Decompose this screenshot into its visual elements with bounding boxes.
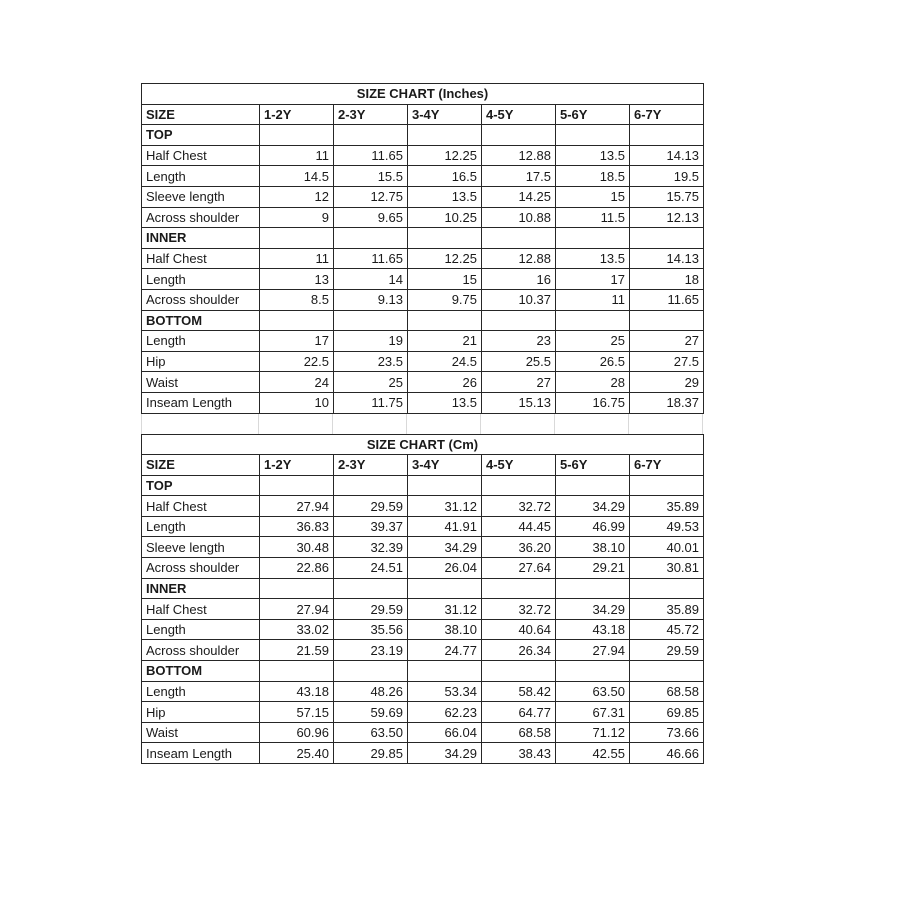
value-cell: 29 (630, 372, 704, 393)
value-cell: 39.37 (334, 516, 408, 537)
table-row (142, 702, 704, 723)
row-label: Length (142, 681, 260, 702)
value-cell (260, 125, 334, 146)
size-header-cell: SIZE (142, 104, 260, 125)
value-cell (630, 125, 704, 146)
section-row (142, 310, 704, 331)
row-label: Across shoulder (142, 640, 260, 661)
value-cell (408, 125, 482, 146)
age-column-header: 6-7Y (630, 455, 704, 476)
table-row (142, 392, 704, 413)
value-cell (334, 125, 408, 146)
value-cell: 18.5 (556, 166, 630, 187)
age-column-header: 3-4Y (408, 455, 482, 476)
table-row (142, 599, 704, 620)
value-cell: 57.15 (260, 702, 334, 723)
value-cell: 15 (556, 186, 630, 207)
value-cell: 22.5 (260, 351, 334, 372)
gridline-gap-cell (629, 414, 703, 434)
value-cell (408, 578, 482, 599)
value-cell: 12.75 (334, 186, 408, 207)
value-cell: 33.02 (260, 619, 334, 640)
value-cell (630, 310, 704, 331)
value-cell: 26.04 (408, 558, 482, 579)
row-label: Inseam Length (142, 392, 260, 413)
value-cell: 53.34 (408, 681, 482, 702)
table-row (142, 640, 704, 661)
value-cell: 30.81 (630, 558, 704, 579)
value-cell: 11 (260, 145, 334, 166)
value-cell: 12.88 (482, 145, 556, 166)
value-cell: 9 (260, 207, 334, 228)
value-cell: 24 (260, 372, 334, 393)
value-cell: 38.10 (408, 619, 482, 640)
value-cell: 68.58 (630, 681, 704, 702)
value-cell (260, 578, 334, 599)
section-row (142, 228, 704, 249)
section-label: BOTTOM (142, 310, 260, 331)
value-cell (260, 310, 334, 331)
value-cell: 35.89 (630, 496, 704, 517)
value-cell: 18 (630, 269, 704, 290)
value-cell: 27.64 (482, 558, 556, 579)
value-cell: 27.94 (556, 640, 630, 661)
value-cell: 8.5 (260, 289, 334, 310)
value-cell: 25.40 (260, 743, 334, 764)
value-cell: 38.43 (482, 743, 556, 764)
value-cell: 71.12 (556, 722, 630, 743)
value-cell: 46.66 (630, 743, 704, 764)
row-label: Length (142, 331, 260, 352)
value-cell: 24.77 (408, 640, 482, 661)
table-title: SIZE CHART (Cm) (142, 434, 704, 455)
value-cell: 29.59 (334, 599, 408, 620)
table-row (142, 269, 704, 290)
row-label: Waist (142, 372, 260, 393)
value-cell: 31.12 (408, 496, 482, 517)
value-cell: 29.59 (334, 496, 408, 517)
section-label: TOP (142, 125, 260, 146)
value-cell: 26.5 (556, 351, 630, 372)
value-cell: 40.01 (630, 537, 704, 558)
value-cell: 40.64 (482, 619, 556, 640)
value-cell (334, 228, 408, 249)
value-cell: 23 (482, 331, 556, 352)
value-cell (482, 310, 556, 331)
value-cell (408, 228, 482, 249)
gridline-gap-cell (333, 414, 407, 434)
table-row (142, 619, 704, 640)
value-cell (260, 228, 334, 249)
section-row (142, 125, 704, 146)
value-cell: 36.83 (260, 516, 334, 537)
value-cell (556, 228, 630, 249)
value-cell: 26.34 (482, 640, 556, 661)
size-chart-table-cm (141, 434, 704, 765)
value-cell: 22.86 (260, 558, 334, 579)
value-cell: 60.96 (260, 722, 334, 743)
value-cell: 10.25 (408, 207, 482, 228)
row-label: Hip (142, 702, 260, 723)
table-row (142, 248, 704, 269)
value-cell (630, 578, 704, 599)
value-cell (260, 661, 334, 682)
value-cell: 29.21 (556, 558, 630, 579)
value-cell (482, 125, 556, 146)
value-cell: 21.59 (260, 640, 334, 661)
value-cell: 12.25 (408, 145, 482, 166)
value-cell: 9.75 (408, 289, 482, 310)
value-cell: 12.25 (408, 248, 482, 269)
value-cell: 58.42 (482, 681, 556, 702)
value-cell: 9.13 (334, 289, 408, 310)
value-cell: 25.5 (482, 351, 556, 372)
value-cell: 34.29 (408, 743, 482, 764)
value-cell (556, 475, 630, 496)
value-cell: 24.51 (334, 558, 408, 579)
value-cell (556, 661, 630, 682)
value-cell (482, 228, 556, 249)
value-cell: 14.13 (630, 145, 704, 166)
table-row (142, 743, 704, 764)
value-cell: 17 (260, 331, 334, 352)
section-label: INNER (142, 228, 260, 249)
age-column-header: 2-3Y (334, 455, 408, 476)
value-cell: 16 (482, 269, 556, 290)
row-label: Length (142, 269, 260, 290)
value-cell: 14.25 (482, 186, 556, 207)
table-row (142, 289, 704, 310)
value-cell: 35.89 (630, 599, 704, 620)
value-cell: 24.5 (408, 351, 482, 372)
column-header-row (142, 104, 704, 125)
value-cell: 14.13 (630, 248, 704, 269)
value-cell (482, 578, 556, 599)
value-cell: 23.19 (334, 640, 408, 661)
value-cell: 16.75 (556, 392, 630, 413)
value-cell: 45.72 (630, 619, 704, 640)
row-label: Length (142, 619, 260, 640)
value-cell: 32.72 (482, 496, 556, 517)
value-cell: 11.75 (334, 392, 408, 413)
column-header-row (142, 455, 704, 476)
value-cell: 13.5 (556, 145, 630, 166)
value-cell: 48.26 (334, 681, 408, 702)
section-label: BOTTOM (142, 661, 260, 682)
value-cell: 19.5 (630, 166, 704, 187)
value-cell: 27 (630, 331, 704, 352)
value-cell: 34.29 (556, 496, 630, 517)
value-cell: 11.5 (556, 207, 630, 228)
age-column-header: 4-5Y (482, 455, 556, 476)
value-cell (630, 475, 704, 496)
value-cell: 63.50 (334, 722, 408, 743)
row-label: Across shoulder (142, 558, 260, 579)
value-cell: 59.69 (334, 702, 408, 723)
table-row (142, 516, 704, 537)
value-cell: 14 (334, 269, 408, 290)
table-row (142, 166, 704, 187)
table-row (142, 186, 704, 207)
value-cell (630, 661, 704, 682)
value-cell: 11.65 (334, 145, 408, 166)
value-cell: 62.23 (408, 702, 482, 723)
row-label: Across shoulder (142, 289, 260, 310)
value-cell (482, 475, 556, 496)
value-cell (260, 475, 334, 496)
value-cell: 69.85 (630, 702, 704, 723)
value-cell: 25 (334, 372, 408, 393)
age-column-header: 1-2Y (260, 455, 334, 476)
value-cell: 15.75 (630, 186, 704, 207)
value-cell: 11.65 (334, 248, 408, 269)
value-cell (556, 125, 630, 146)
value-cell: 13.5 (408, 392, 482, 413)
table-row (142, 722, 704, 743)
value-cell: 28 (556, 372, 630, 393)
value-cell (334, 475, 408, 496)
value-cell: 21 (408, 331, 482, 352)
value-cell (408, 661, 482, 682)
value-cell: 17 (556, 269, 630, 290)
value-cell: 49.53 (630, 516, 704, 537)
value-cell: 27.94 (260, 599, 334, 620)
row-label: Half Chest (142, 496, 260, 517)
value-cell: 34.29 (408, 537, 482, 558)
row-label: Half Chest (142, 599, 260, 620)
value-cell: 27.94 (260, 496, 334, 517)
value-cell: 66.04 (408, 722, 482, 743)
table-row (142, 537, 704, 558)
value-cell: 10 (260, 392, 334, 413)
value-cell: 23.5 (334, 351, 408, 372)
age-column-header: 5-6Y (556, 104, 630, 125)
value-cell: 32.39 (334, 537, 408, 558)
value-cell: 19 (334, 331, 408, 352)
value-cell: 11 (260, 248, 334, 269)
value-cell: 42.55 (556, 743, 630, 764)
value-cell: 43.18 (260, 681, 334, 702)
value-cell (556, 310, 630, 331)
value-cell: 29.59 (630, 640, 704, 661)
section-row (142, 475, 704, 496)
age-column-header: 3-4Y (408, 104, 482, 125)
spreadsheet-gridline-gap (141, 414, 704, 434)
table-title-row (142, 434, 704, 455)
gridline-gap-cell (259, 414, 333, 434)
value-cell: 67.31 (556, 702, 630, 723)
value-cell: 68.58 (482, 722, 556, 743)
value-cell: 31.12 (408, 599, 482, 620)
value-cell: 43.18 (556, 619, 630, 640)
value-cell (334, 310, 408, 331)
row-label: Length (142, 166, 260, 187)
value-cell: 12.13 (630, 207, 704, 228)
gridline-gap-cell (407, 414, 481, 434)
row-label: Sleeve length (142, 537, 260, 558)
value-cell: 26 (408, 372, 482, 393)
row-label: Hip (142, 351, 260, 372)
section-row (142, 661, 704, 682)
table-row (142, 207, 704, 228)
value-cell: 64.77 (482, 702, 556, 723)
value-cell: 29.85 (334, 743, 408, 764)
value-cell (408, 310, 482, 331)
row-label: Across shoulder (142, 207, 260, 228)
value-cell: 25 (556, 331, 630, 352)
value-cell: 11 (556, 289, 630, 310)
value-cell: 36.20 (482, 537, 556, 558)
value-cell (334, 661, 408, 682)
size-charts-container (141, 83, 704, 764)
value-cell (482, 661, 556, 682)
value-cell: 63.50 (556, 681, 630, 702)
value-cell (630, 228, 704, 249)
value-cell: 16.5 (408, 166, 482, 187)
value-cell: 13 (260, 269, 334, 290)
gridline-gap-cell (141, 414, 259, 434)
value-cell: 14.5 (260, 166, 334, 187)
age-column-header: 2-3Y (334, 104, 408, 125)
section-label: TOP (142, 475, 260, 496)
table-row (142, 331, 704, 352)
size-header-cell: SIZE (142, 455, 260, 476)
value-cell: 12 (260, 186, 334, 207)
value-cell: 73.66 (630, 722, 704, 743)
value-cell: 41.91 (408, 516, 482, 537)
row-label: Sleeve length (142, 186, 260, 207)
table-title: SIZE CHART (Inches) (142, 84, 704, 105)
value-cell: 13.5 (556, 248, 630, 269)
table-row (142, 372, 704, 393)
value-cell: 10.37 (482, 289, 556, 310)
value-cell: 35.56 (334, 619, 408, 640)
value-cell: 10.88 (482, 207, 556, 228)
age-column-header: 5-6Y (556, 455, 630, 476)
value-cell: 18.37 (630, 392, 704, 413)
table-row (142, 496, 704, 517)
table-row (142, 558, 704, 579)
table-row (142, 351, 704, 372)
row-label: Inseam Length (142, 743, 260, 764)
gridline-gap-cell (555, 414, 629, 434)
value-cell: 9.65 (334, 207, 408, 228)
table-row (142, 681, 704, 702)
value-cell: 13.5 (408, 186, 482, 207)
size-chart-table-inches (141, 83, 704, 414)
table-title-row (142, 84, 704, 105)
age-column-header: 1-2Y (260, 104, 334, 125)
gridline-gap-cell (481, 414, 555, 434)
table-row (142, 145, 704, 166)
value-cell: 30.48 (260, 537, 334, 558)
value-cell (556, 578, 630, 599)
age-column-header: 6-7Y (630, 104, 704, 125)
value-cell: 44.45 (482, 516, 556, 537)
value-cell (334, 578, 408, 599)
row-label: Half Chest (142, 145, 260, 166)
value-cell: 15 (408, 269, 482, 290)
value-cell: 27 (482, 372, 556, 393)
value-cell: 17.5 (482, 166, 556, 187)
value-cell: 34.29 (556, 599, 630, 620)
value-cell: 12.88 (482, 248, 556, 269)
section-row (142, 578, 704, 599)
value-cell: 11.65 (630, 289, 704, 310)
section-label: INNER (142, 578, 260, 599)
value-cell: 15.13 (482, 392, 556, 413)
value-cell (408, 475, 482, 496)
age-column-header: 4-5Y (482, 104, 556, 125)
row-label: Waist (142, 722, 260, 743)
value-cell: 32.72 (482, 599, 556, 620)
row-label: Length (142, 516, 260, 537)
value-cell: 46.99 (556, 516, 630, 537)
value-cell: 27.5 (630, 351, 704, 372)
value-cell: 38.10 (556, 537, 630, 558)
row-label: Half Chest (142, 248, 260, 269)
value-cell: 15.5 (334, 166, 408, 187)
